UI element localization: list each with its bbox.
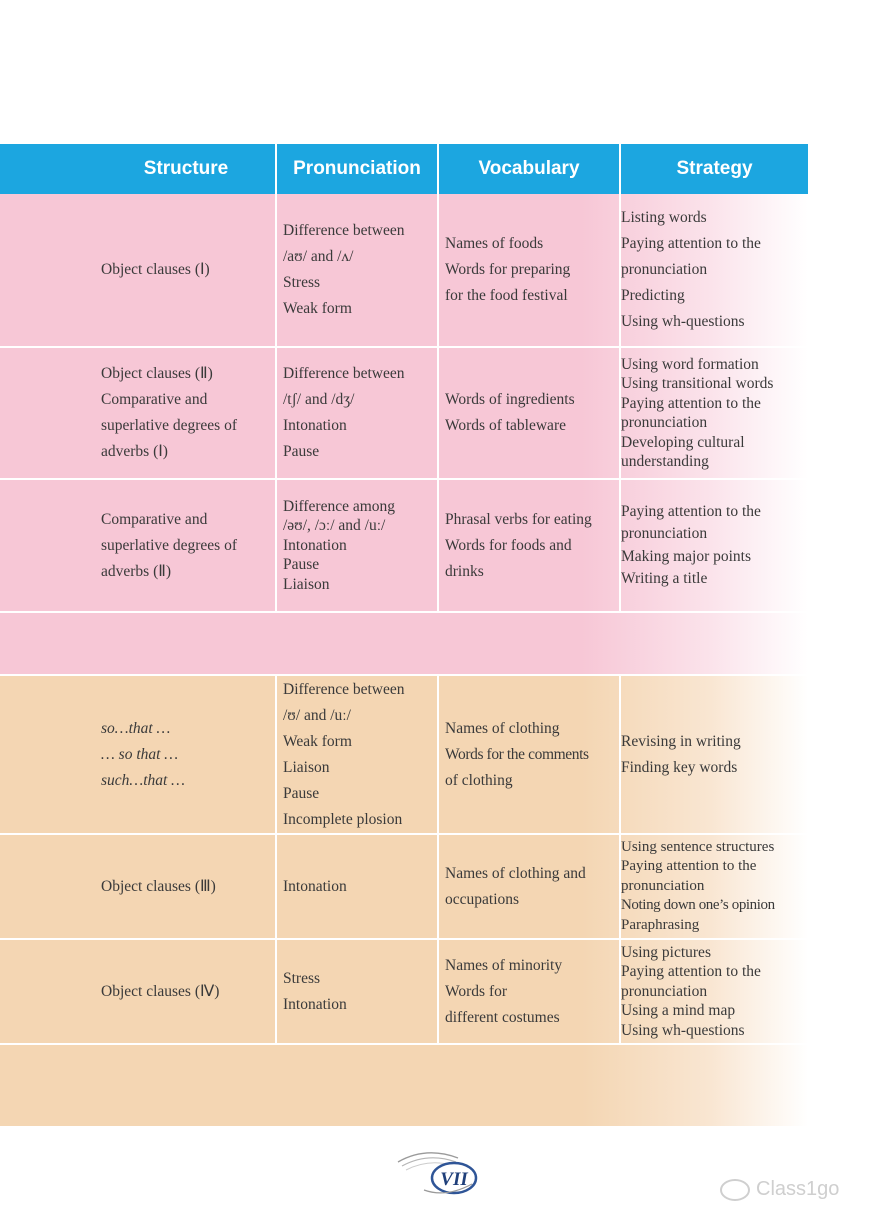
cell-pronunciation: Difference between /aʊ/ and /ʌ/ Stress Weak form — [283, 222, 405, 317]
cell-structure: Object clauses (Ⅱ) Comparative and superlative degrees of adverbs (Ⅰ) — [101, 365, 237, 460]
cell-structure: Object clauses (Ⅲ) — [101, 877, 216, 895]
cell-structure: Comparative and superlative degrees of adverbs (Ⅱ) — [101, 510, 237, 580]
cell-pronunciation: Difference between /ʊ/ and /uː/ Weak form Liaison Pause Incomplete plosion — [283, 680, 405, 828]
cell-vocabulary: Names of minority Words for different costumes — [445, 956, 563, 1026]
page-number-logo — [396, 1148, 480, 1198]
header-divider — [275, 144, 277, 194]
cell-pronunciation: Intonation — [283, 877, 347, 895]
header-divider — [619, 144, 621, 194]
cell-vocabulary: Names of foods Words for preparing for the food festival — [445, 235, 571, 304]
cell-vocabulary: Words of ingredients Words of tableware — [445, 391, 575, 434]
column-divider — [437, 676, 439, 1044]
cell-strategy: Using word formation Using transitional words Paying attention to the pronunciation Developing cultural understanding — [621, 355, 774, 470]
cell-structure: Object clauses (Ⅳ) — [101, 982, 220, 1000]
table-header — [0, 144, 808, 194]
cell-strategy: Listing words Paying attention to the pronunciation Predicting Using wh-questions — [621, 209, 761, 330]
cell-strategy: Revising in writing Finding key words — [621, 732, 741, 776]
cell-vocabulary: Names of clothing and occupations — [445, 864, 586, 908]
header-vocabulary: Vocabulary — [478, 158, 580, 179]
cell-pronunciation: Stress Intonation — [283, 969, 347, 1013]
row-divider — [0, 1043, 808, 1045]
cell-strategy: Paying attention to the pronunciation Making major points Writing a title — [621, 502, 761, 587]
header-strategy: Strategy — [676, 158, 753, 179]
cell-structure: so…that … … so that … such…that … — [101, 719, 185, 789]
swoosh-icon — [396, 1148, 480, 1198]
watermark: Class1go — [720, 1178, 839, 1201]
column-divider — [275, 676, 277, 1044]
cell-vocabulary: Phrasal verbs for eating Words for foods and drinks — [445, 510, 592, 580]
column-divider — [437, 194, 439, 612]
cell-structure: Object clauses (Ⅰ) — [101, 261, 210, 278]
cell-strategy: Using sentence structures Paying attention to the pronunciation Noting down one’s opinion Paraphrasing — [621, 838, 775, 933]
cell-pronunciation: Difference among /əʊ/, /ɔː/ and /uː/ Intonation Pause Liaison — [283, 497, 396, 593]
header-divider — [437, 144, 439, 194]
cell-vocabulary: Names of clothing Words for the comments of clothing — [445, 719, 589, 789]
row-divider — [0, 611, 808, 613]
cell-pronunciation: Difference between /tʃ/ and /dʒ/ Intonation Pause — [283, 365, 405, 460]
column-divider — [275, 194, 277, 612]
cell-strategy: Using pictures Paying attention to the pronunciation Using a mind map Using wh-questions — [621, 943, 761, 1039]
header-pronunciation: Pronunciation — [293, 158, 421, 179]
page-number: VII — [440, 1169, 468, 1190]
chat-bubble-icon — [720, 1179, 750, 1201]
header-structure: Structure — [143, 158, 229, 179]
